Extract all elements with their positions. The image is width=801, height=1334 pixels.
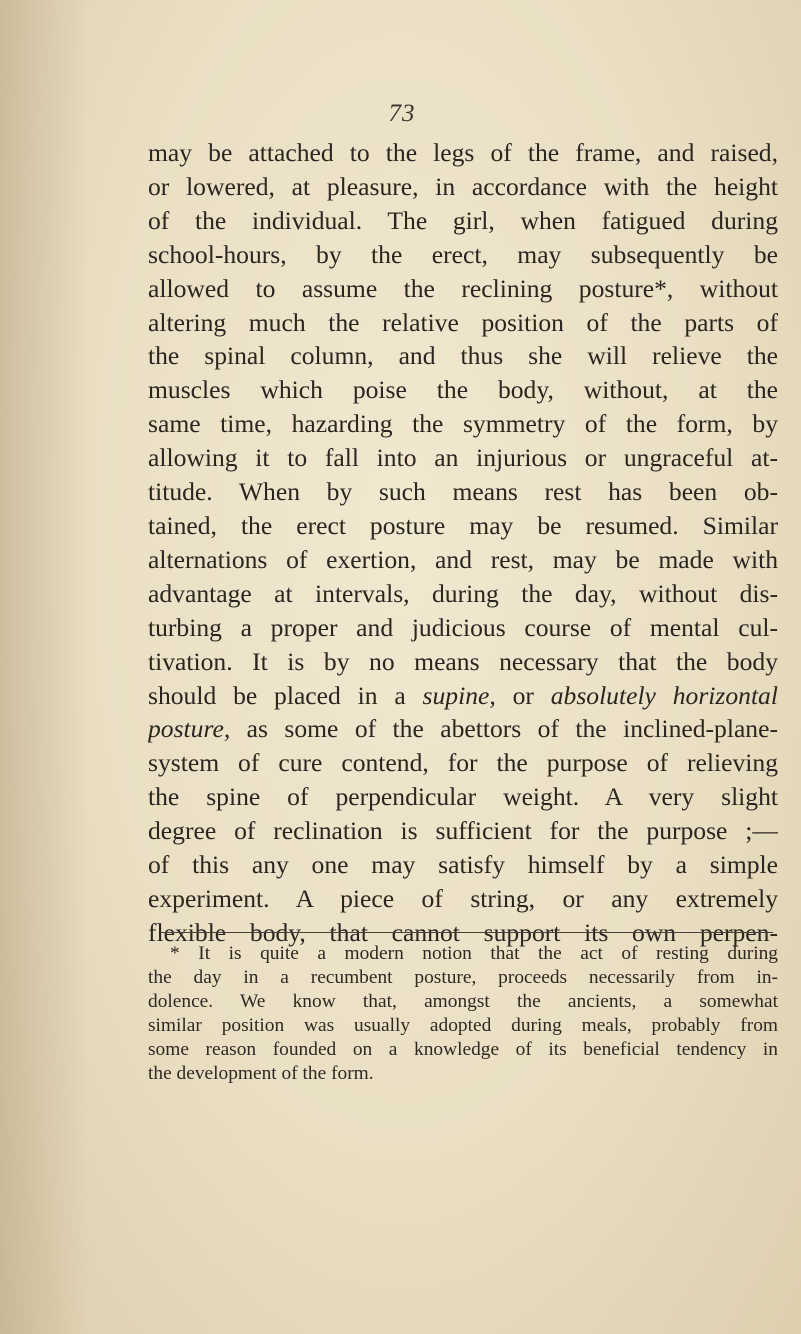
body-line-7: the spinal column, and thus she will relieve the <box>148 341 778 371</box>
body-line-12: tained, the erect posture may be resumed. Similar <box>148 510 778 540</box>
footnote <box>148 942 778 1086</box>
body-line-18 <box>148 712 778 746</box>
footnote-line-5: some reason founded on a knowledge of its beneficial tendency in <box>148 1039 778 1060</box>
body-line-1: may be attached to the legs of the frame, and raised, <box>148 138 778 167</box>
body-line-16: tivation. It is by no means necessary that the body <box>148 646 778 676</box>
body-line-3: of the individual. The girl, when fatigued during <box>148 205 778 235</box>
line18-rest: as some of the abettors of the inclined-plane- <box>246 714 778 744</box>
line17-roman: should be placed in a <box>148 680 406 710</box>
footnote-line-1: * It is quite a modern notion that the act of resting during <box>170 943 778 964</box>
body-line-24: flexible body, that cannot support its own perpen- <box>148 917 778 947</box>
body-text <box>148 136 778 950</box>
footnote-line-4: similar position was usually adopted during meals, probably from <box>148 1015 778 1036</box>
body-line-17 <box>148 679 778 713</box>
line17-or: or <box>512 680 534 710</box>
italic-supine: supine, <box>422 680 496 710</box>
body-line-19: system of cure contend, for the purpose of relieving <box>148 748 778 778</box>
body-line-6: altering much the relative position of the parts of <box>148 307 778 337</box>
page-number: 73 <box>388 100 416 127</box>
body-line-2: or lowered, at pleasure, in accordance with the height <box>148 171 778 201</box>
italic-absolutely-horizontal: absolutely horizontal <box>550 680 778 710</box>
footnote-line-6: the development of the form. <box>148 1063 374 1084</box>
footnote-line-3: dolence. We know that, amongst the ancients, a somewhat <box>148 991 778 1012</box>
footnote-rule <box>160 932 773 933</box>
body-line-15: turbing a proper and judicious course of mental cul- <box>148 612 778 642</box>
page-edge-shadow <box>0 0 90 1334</box>
body-line-13: alternations of exertion, and rest, may be made with <box>148 544 778 574</box>
body-line-22: of this any one may satisfy himself by a simple <box>148 850 778 880</box>
body-line-21: degree of reclination is sufficient for the purpose ;— <box>148 816 778 846</box>
body-line-14: advantage at intervals, during the day, without dis- <box>148 578 778 608</box>
italic-posture: posture, <box>148 714 231 744</box>
footnote-line-2: the day in a recumbent posture, proceeds necessarily from in- <box>148 967 778 988</box>
body-line-11: titude. When by such means rest has been ob- <box>148 477 778 507</box>
body-line-23: experiment. A piece of string, or any extremely <box>148 883 778 913</box>
body-line-20: the spine of perpendicular weight. A very slight <box>148 782 778 812</box>
body-line-4: school-hours, by the erect, may subsequently be <box>148 239 778 269</box>
body-line-8: muscles which poise the body, without, at the <box>148 375 778 405</box>
body-line-9: same time, hazarding the symmetry of the form, by <box>148 409 778 439</box>
body-line-5: allowed to assume the reclining posture*, without <box>148 273 778 303</box>
body-line-10: allowing it to fall into an injurious or ungraceful at- <box>148 443 778 473</box>
